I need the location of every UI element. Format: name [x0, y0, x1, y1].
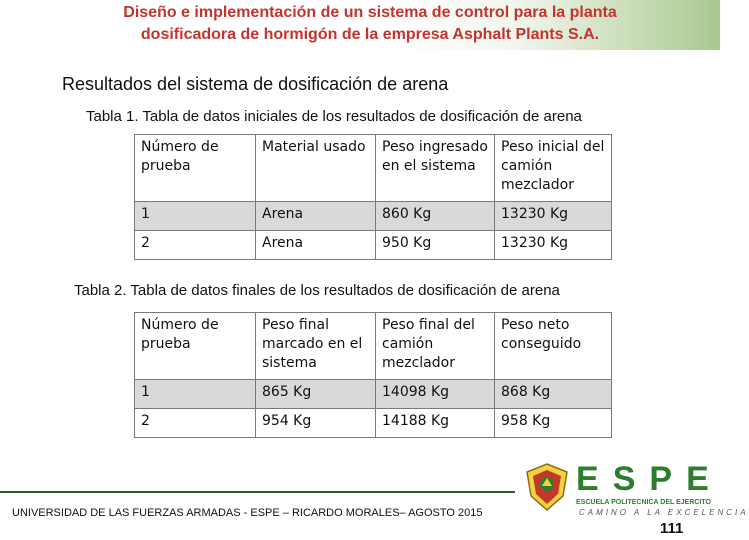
slide-header — [0, 0, 720, 50]
section-title: Resultados del sistema de dosificación de arena — [62, 74, 449, 94]
table-cell: 14188 Kg — [376, 409, 495, 438]
header-cell: Peso neto conseguido — [495, 313, 612, 380]
header-cell: Peso final del camión mezclador — [376, 313, 495, 380]
table-cell: 860 Kg — [376, 202, 495, 231]
table-cell: 13230 Kg — [495, 202, 612, 231]
logo-letter: P — [649, 460, 687, 498]
table-cell: 2 — [135, 409, 256, 438]
table-cell: 954 Kg — [256, 409, 376, 438]
page-number: 111 — [660, 520, 684, 537]
table-cell: 1 — [135, 202, 256, 231]
table-cell: 868 Kg — [495, 380, 612, 409]
table2 — [134, 312, 612, 438]
logo-letter: S — [612, 460, 650, 498]
logo-letter: E — [686, 460, 723, 498]
table2-caption: Tabla 2. Tabla de datos finales de los resultados de dosificación de arena — [74, 282, 560, 299]
table-row — [135, 380, 612, 409]
header-cell: Número de prueba — [135, 313, 256, 380]
logo-subtitle: ESCUELA POLITECNICA DEL EJERCITO — [576, 499, 711, 506]
table-cell: 865 Kg — [256, 380, 376, 409]
table-cell: 950 Kg — [376, 231, 495, 260]
table-row — [135, 409, 612, 438]
table-row — [135, 202, 612, 231]
logo-letter: E — [576, 460, 613, 498]
table-header-row — [135, 135, 612, 202]
table-cell: 14098 Kg — [376, 380, 495, 409]
header-title-line1: Diseño e implementación de un sistema de control para la planta — [123, 4, 617, 21]
table-cell: 958 Kg — [495, 409, 612, 438]
footer-divider — [0, 491, 515, 493]
table-header-row — [135, 313, 612, 380]
header-cell: Peso inicial del camión mezclador — [495, 135, 612, 202]
table-cell: 2 — [135, 231, 256, 260]
header-cell: Material usado — [256, 135, 376, 202]
table1-caption: Tabla 1. Tabla de datos iniciales de los resultados de dosificación de arena — [86, 108, 582, 125]
espe-logo — [576, 462, 723, 496]
table-cell: 1 — [135, 380, 256, 409]
table-row — [135, 231, 612, 260]
table-cell: Arena — [256, 231, 376, 260]
footer-text: UNIVERSIDAD DE LAS FUERZAS ARMADAS - ESPE – RICARDO MORALES– AGOSTO 2015 — [12, 507, 483, 519]
header-title-line2: dosificadora de hormigón de la empresa Asphalt Plants S.A. — [140, 26, 600, 43]
table-cell: Arena — [256, 202, 376, 231]
university-seal-icon — [523, 462, 571, 512]
logo-motto: CAMINO A LA EXCELENCIA — [579, 508, 749, 517]
header-cell: Número de prueba — [135, 135, 256, 202]
header-cell: Peso ingresado en el sistema — [376, 135, 495, 202]
table1 — [134, 134, 612, 260]
header-cell: Peso final marcado en el sistema — [256, 313, 376, 380]
table-cell: 13230 Kg — [495, 231, 612, 260]
